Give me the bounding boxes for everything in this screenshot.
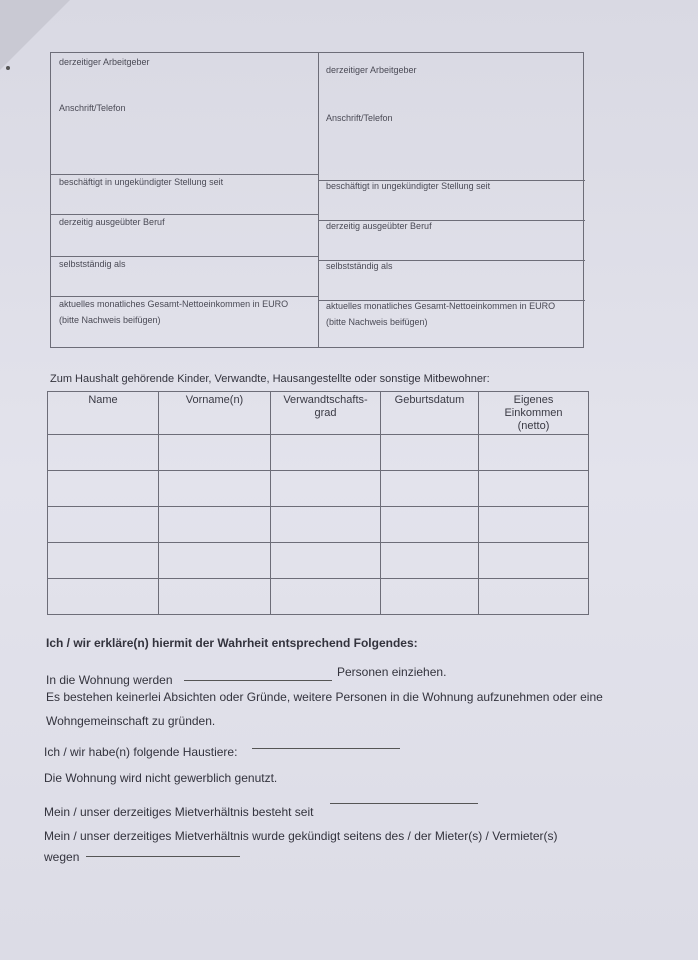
table-row [48, 507, 589, 543]
employed-since-label: beschäftigt in ungekündigter Stellung seit [326, 181, 491, 191]
relationship-header-text: Verwandtschafts- grad [283, 394, 368, 419]
table-cell[interactable] [381, 543, 479, 579]
address-phone-label: Anschrift/Telefon [59, 103, 126, 113]
column-header-income [479, 392, 589, 435]
employer-cell[interactable] [51, 53, 318, 175]
table-cell[interactable] [479, 579, 589, 615]
table-row [48, 543, 589, 579]
table-cell[interactable] [381, 435, 479, 471]
current-job-cell[interactable] [51, 215, 318, 257]
tenancy-since-field[interactable] [330, 803, 478, 804]
table-cell[interactable] [48, 579, 159, 615]
column-header-name: Name [48, 392, 159, 435]
table-cell[interactable] [159, 471, 271, 507]
persons-count-field[interactable] [184, 680, 332, 681]
table-cell[interactable] [48, 507, 159, 543]
table-cell[interactable] [159, 579, 271, 615]
current-job-label: derzeitig ausgeübter Beruf [59, 217, 165, 227]
self-employed-cell[interactable] [318, 261, 585, 301]
table-cell[interactable] [381, 507, 479, 543]
income-header-text: Eigenes Einkommen (netto) [504, 394, 563, 432]
terminated-line2: wegen [44, 850, 80, 864]
current-job-cell[interactable] [318, 221, 585, 261]
pets-field[interactable] [252, 748, 400, 749]
self-employed-label: selbstständig als [326, 261, 393, 271]
pets-label: Ich / wir habe(n) folgende Haustiere: [44, 745, 238, 759]
table-cell[interactable] [48, 435, 159, 471]
current-job-label: derzeitig ausgeübter Beruf [326, 221, 432, 231]
current-employer-label: derzeitiger Arbeitgeber [59, 57, 150, 67]
self-employed-cell[interactable] [51, 257, 318, 297]
table-cell[interactable] [271, 579, 381, 615]
table-row [48, 471, 589, 507]
table-cell[interactable] [48, 471, 159, 507]
income-label: aktuelles monatliches Gesamt-Nettoeinkommen in EURO [59, 299, 289, 309]
employer-table [50, 52, 584, 348]
table-cell[interactable] [271, 471, 381, 507]
employer-column-coapplicant [318, 53, 585, 347]
table-row [48, 435, 589, 471]
household-label: Zum Haushalt gehörende Kinder, Verwandte, Hausangestellte oder sonstige Mitbewohner: [50, 373, 490, 385]
employed-since-label: beschäftigt in ungekündigter Stellung seit [59, 177, 224, 187]
column-header-birthdate: Geburtsdatum [381, 392, 479, 435]
column-header-relationship [271, 392, 381, 435]
table-header-row [48, 392, 589, 435]
table-cell[interactable] [159, 435, 271, 471]
no-intent-line2: Wohngemeinschaft zu gründen. [46, 714, 216, 728]
proof-label: (bitte Nachweis beifügen) [326, 317, 428, 327]
table-cell[interactable] [271, 507, 381, 543]
employer-column-applicant [51, 53, 319, 347]
table-cell[interactable] [479, 471, 589, 507]
table-cell[interactable] [381, 579, 479, 615]
employer-cell[interactable] [318, 53, 585, 181]
table-cell[interactable] [479, 543, 589, 579]
no-intent-line1: Es bestehen keinerlei Absichten oder Gründe, weitere Personen in die Wohnung aufzunehmen oder eine [46, 690, 603, 704]
no-commercial-use: Die Wohnung wird nicht gewerblich genutzt. [44, 771, 278, 785]
employed-since-cell[interactable] [51, 175, 318, 215]
table-cell[interactable] [48, 543, 159, 579]
self-employed-label: selbstständig als [59, 259, 126, 269]
table-cell[interactable] [159, 543, 271, 579]
income-cell[interactable] [318, 301, 585, 349]
column-header-first-name: Vorname(n) [159, 392, 271, 435]
proof-label: (bitte Nachweis beifügen) [59, 315, 161, 325]
employed-since-cell[interactable] [318, 181, 585, 221]
income-label: aktuelles monatliches Gesamt-Nettoeinkommen in EURO [326, 301, 556, 311]
table-cell[interactable] [479, 507, 589, 543]
address-phone-label: Anschrift/Telefon [326, 113, 393, 123]
income-cell[interactable] [51, 297, 318, 349]
terminated-line1: Mein / unser derzeitiges Mietverhältnis wurde gekündigt seitens des / der Mieter(s) / Vermieter(s) [44, 829, 558, 843]
table-cell[interactable] [271, 435, 381, 471]
table-cell[interactable] [479, 435, 589, 471]
punch-mark [6, 66, 10, 70]
table-cell[interactable] [381, 471, 479, 507]
persons-suffix: Personen einziehen. [337, 665, 447, 679]
table-cell[interactable] [271, 543, 381, 579]
termination-reason-field[interactable] [86, 856, 240, 857]
declaration-heading: Ich / wir erkläre(n) hiermit der Wahrheit entsprechend Folgendes: [46, 636, 418, 650]
household-table [47, 391, 589, 615]
table-cell[interactable] [159, 507, 271, 543]
current-employer-label: derzeitiger Arbeitgeber [326, 65, 417, 75]
persons-prefix: In die Wohnung werden [46, 673, 173, 687]
tenancy-since-label: Mein / unser derzeitiges Mietverhältnis besteht seit [44, 805, 314, 819]
table-row [48, 579, 589, 615]
